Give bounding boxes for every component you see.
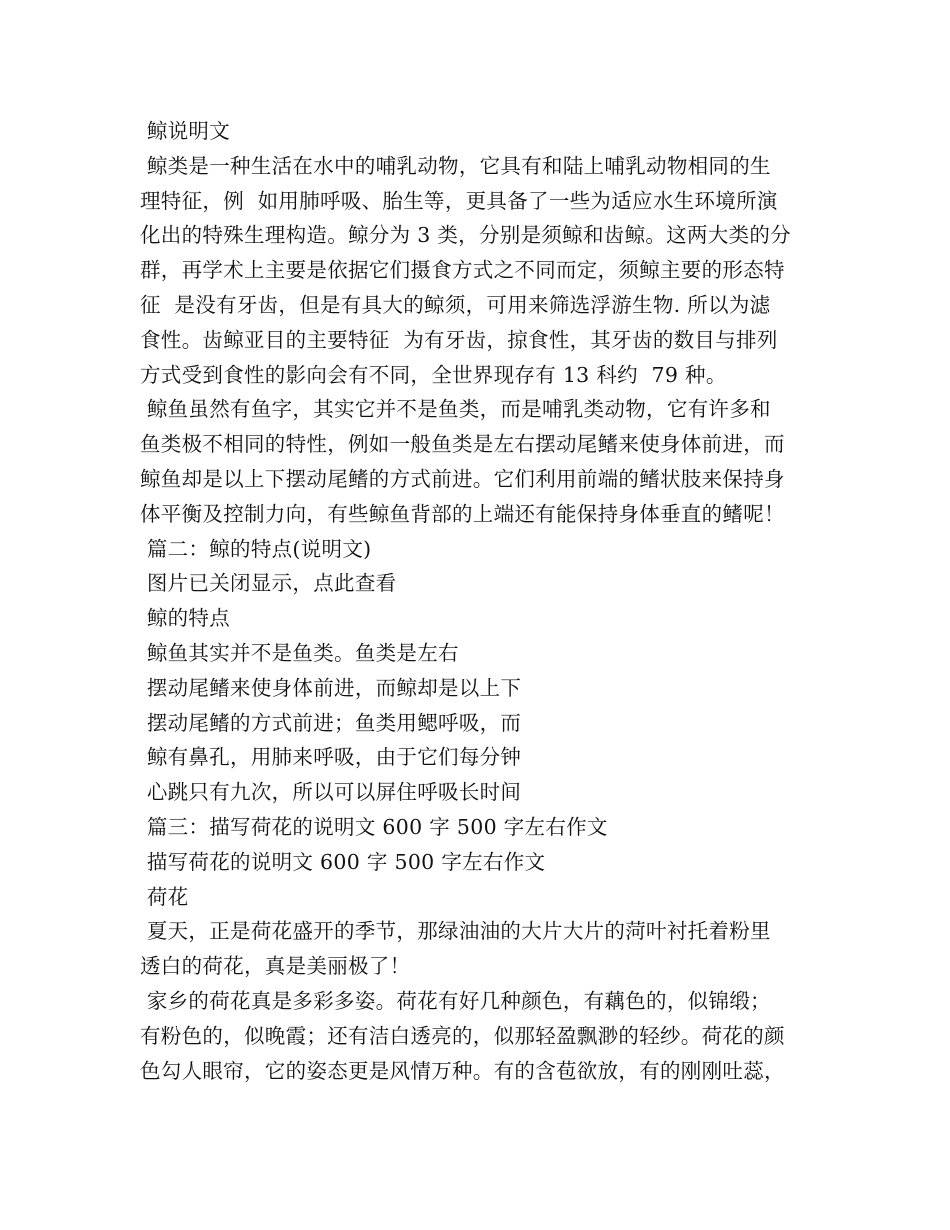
text-line: 体平衡及控制力向，有些鲸鱼背部的上端还有能保持身体垂直的鳍呢！ xyxy=(140,501,785,526)
text-line: 色勾人眼帘，它的姿态更是风情万种。有的含苞欲放，有的刚刚吐蕊， xyxy=(140,1058,785,1083)
image-hidden-link[interactable]: 图片已关闭显示，点此查看 xyxy=(140,571,397,596)
document-page xyxy=(140,114,820,1088)
text-line: 方式受到食性的影向会有不同，全世界现存有 13 科约 79 种。 xyxy=(140,362,727,387)
text-line: 化出的特殊生理构造。鲸分为 3 类，分别是须鲸和齿鲸。这两大类的分 xyxy=(140,223,791,248)
document-title: 鲸说明文 xyxy=(140,119,231,143)
text-line: 摆动尾鳍来使身体前进，而鲸却是以上下 xyxy=(140,675,522,700)
subsection-heading: 鲸的特点 xyxy=(140,606,231,631)
text-line: 透白的荷花，真是美丽极了！ xyxy=(140,954,411,979)
text-line: 有粉色的，似晚霞；还有洁白透亮的，似那轻盈飘渺的轻纱。荷花的颜 xyxy=(140,1023,785,1048)
section-heading: 篇二：鲸的特点(说明文) xyxy=(140,536,372,561)
text-line: 鲸有鼻孔，用肺来呼吸，由于它们每分钟 xyxy=(140,745,522,770)
text-line: 描写荷花的说明文 600 字 500 字左右作文 xyxy=(140,849,546,874)
text-line: 食性。齿鲸亚目的主要特征 为有牙齿，掠食性，其牙齿的数目与排列 xyxy=(140,327,778,352)
section-heading: 篇三：描写荷花的说明文 600 字 500 字左右作文 xyxy=(140,814,608,839)
text-line: 群，再学术上主要是依据它们摄食方式之不同而定，须鲸主要的形态特 xyxy=(140,258,785,283)
text-line: 心跳只有九次，所以可以屏住呼吸长时间 xyxy=(140,780,522,805)
text-line: 鲸鱼其实并不是鱼类。鱼类是左右 xyxy=(140,640,459,665)
text-line: 鱼类极不相同的特性，例如一般鱼类是左右摆动尾鳍来使身体前进，而 xyxy=(140,432,785,457)
text-line: 摆动尾鳍的方式前进；鱼类用鳃呼吸，而 xyxy=(140,710,522,735)
text-line: 鲸鱼却是以上下摆动尾鳍的方式前进。它们利用前端的鳍状肢来保持身 xyxy=(140,466,785,491)
text-line: 夏天，正是荷花盛开的季节，那绿油油的大片大片的菏叶衬托着粉里 xyxy=(140,919,771,944)
text-line: 鲸鱼虽然有鱼字，其实它并不是鱼类，而是哺乳类动物，它有许多和 xyxy=(140,397,771,422)
text-line: 理特征，例 如用肺呼吸、胎生等，更具备了一些为适应水生环境所演 xyxy=(140,188,778,213)
text-line: 家乡的荷花真是多彩多姿。荷花有好几种颜色，有藕色的，似锦缎； xyxy=(140,988,771,1013)
subsection-heading: 荷花 xyxy=(140,884,189,909)
text-line: 征 是没有牙齿，但是有具大的鲸须，可用来筛选浮游生物. 所以为滤 xyxy=(140,292,771,317)
text-line: 鲸类是一种生活在水中的哺乳动物，它具有和陆上哺乳动物相同的生 xyxy=(140,153,771,178)
